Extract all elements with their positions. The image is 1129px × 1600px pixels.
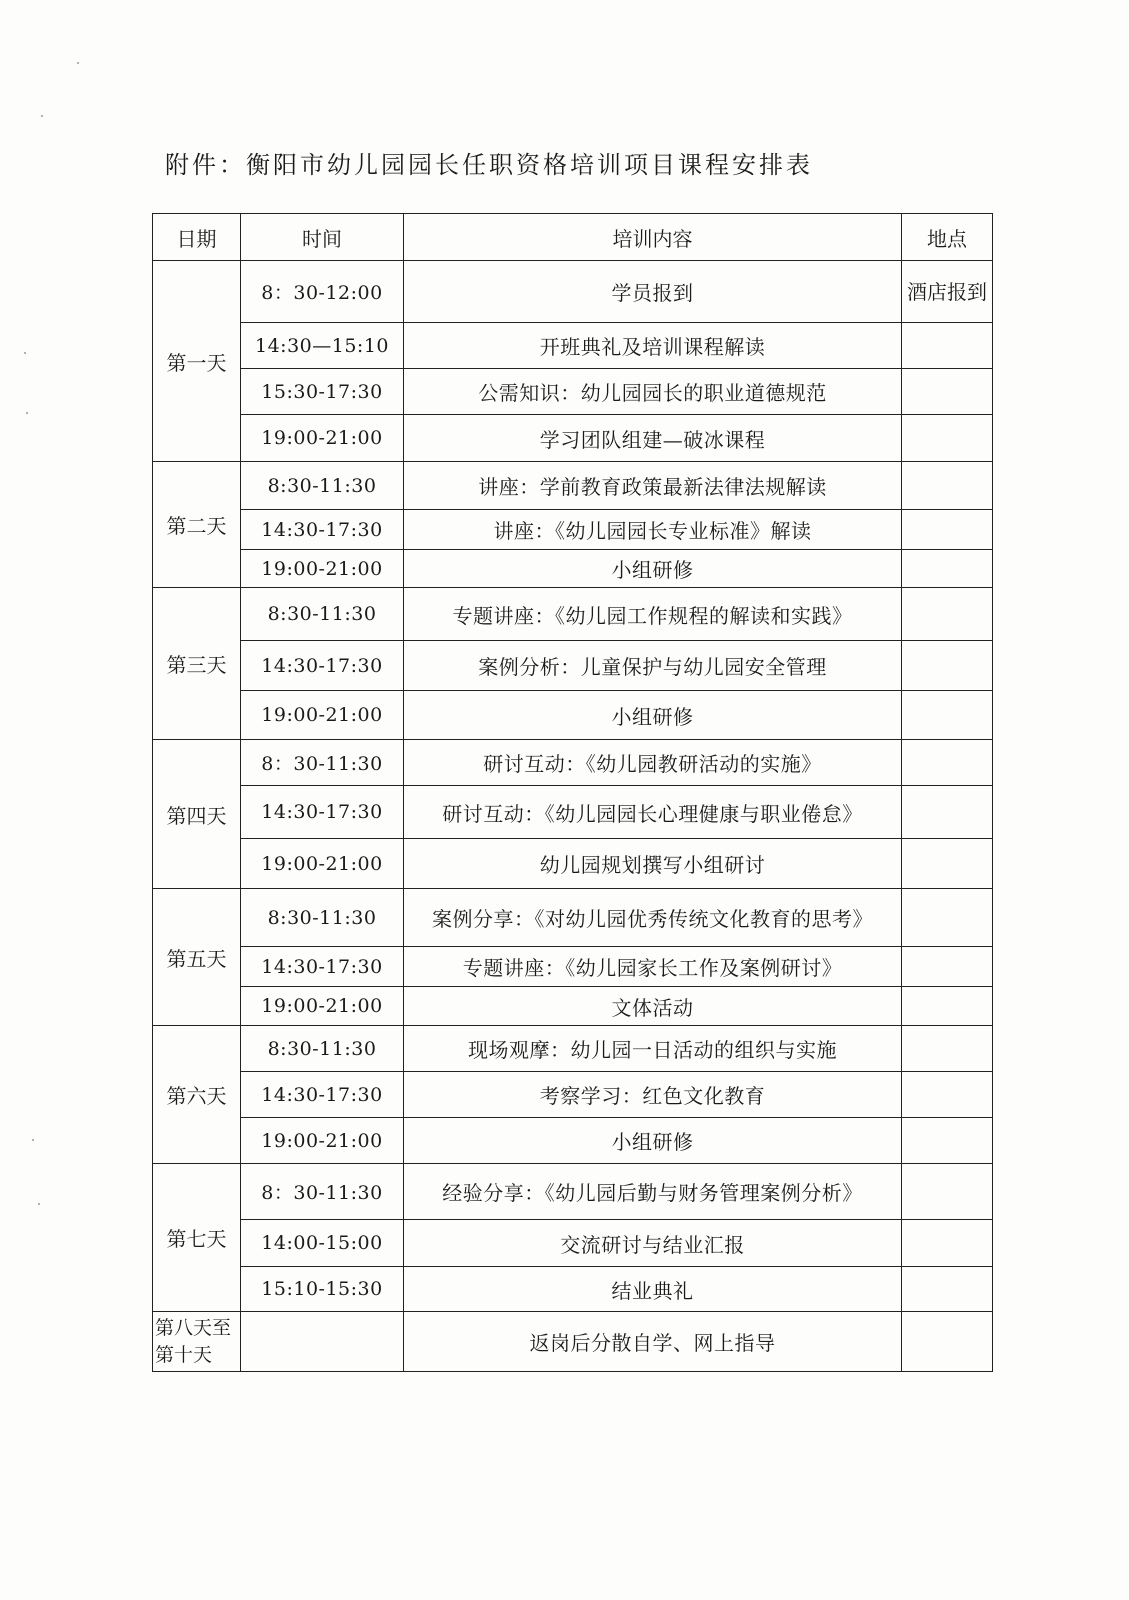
- content-cell: 考察学习：红色文化教育: [404, 1072, 902, 1118]
- place-cell: [902, 889, 993, 947]
- time-cell: 19:00-21:00: [241, 839, 404, 889]
- place-cell: [902, 588, 993, 641]
- content-cell: 开班典礼及培训课程解读: [404, 323, 902, 369]
- time-cell: 8：30-11:30: [241, 1164, 404, 1220]
- place-cell: [902, 415, 993, 462]
- place-cell: [902, 1118, 993, 1164]
- table-row: [153, 987, 993, 1026]
- scan-speck: [24, 352, 26, 354]
- place-cell: [902, 1072, 993, 1118]
- place-cell: [902, 1164, 993, 1220]
- content-cell: 小组研修: [404, 550, 902, 588]
- scan-speck: [77, 62, 79, 64]
- place-cell: [902, 691, 993, 740]
- place-cell: [902, 641, 993, 691]
- time-cell: 8：30-11:30: [241, 740, 404, 786]
- time-cell: 14:30-17:30: [241, 510, 404, 550]
- table-row: [153, 641, 993, 691]
- time-cell: 14:00-15:00: [241, 1220, 404, 1267]
- table-row: [153, 786, 993, 839]
- time-cell: 19:00-21:00: [241, 691, 404, 740]
- table-row: [153, 550, 993, 588]
- table-row: [153, 510, 993, 550]
- table-row: [153, 369, 993, 415]
- time-cell: 15:10-15:30: [241, 1267, 404, 1312]
- time-cell: 8:30-11:30: [241, 588, 404, 641]
- time-cell: 19:00-21:00: [241, 1118, 404, 1164]
- place-cell: [902, 1267, 993, 1312]
- content-cell: 讲座：学前教育政策最新法律法规解读: [404, 462, 902, 510]
- table-row: [153, 588, 993, 641]
- scan-speck: [32, 1139, 34, 1141]
- day-cell: 第八天至第十天: [153, 1312, 241, 1372]
- place-cell: [902, 1026, 993, 1072]
- day-cell: 第四天: [153, 740, 241, 889]
- content-cell: 专题讲座：《幼儿园工作规程的解读和实践》: [404, 588, 902, 641]
- content-cell: 文体活动: [404, 987, 902, 1026]
- time-cell: 19:00-21:00: [241, 550, 404, 588]
- schedule-table: [152, 213, 993, 1372]
- table-row: [153, 1118, 993, 1164]
- place-cell: [902, 1312, 993, 1372]
- scan-speck: [38, 1203, 40, 1205]
- content-cell: 小组研修: [404, 1118, 902, 1164]
- table-row: [153, 1312, 993, 1372]
- table-row: [153, 1164, 993, 1220]
- day-cell: 第一天: [153, 261, 241, 462]
- content-cell: 学习团队组建—破冰课程: [404, 415, 902, 462]
- place-cell: [902, 839, 993, 889]
- table-row: [153, 947, 993, 987]
- content-cell: 公需知识：幼儿园园长的职业道德规范: [404, 369, 902, 415]
- place-cell: [902, 1220, 993, 1267]
- content-cell: 幼儿园规划撰写小组研讨: [404, 839, 902, 889]
- table-row: [153, 323, 993, 369]
- day-cell: 第六天: [153, 1026, 241, 1164]
- content-cell: 讲座：《幼儿园园长专业标准》解读: [404, 510, 902, 550]
- time-cell: [241, 1312, 404, 1372]
- header-date: 日期: [153, 214, 241, 261]
- place-cell: [902, 786, 993, 839]
- table-row: [153, 691, 993, 740]
- content-cell: 结业典礼: [404, 1267, 902, 1312]
- header-row: [153, 214, 993, 261]
- content-cell: 研讨互动：《幼儿园教研活动的实施》: [404, 740, 902, 786]
- content-cell: 案例分享：《对幼儿园优秀传统文化教育的思考》: [404, 889, 902, 947]
- day-cell: 第二天: [153, 462, 241, 588]
- place-cell: [902, 462, 993, 510]
- place-cell: [902, 323, 993, 369]
- time-cell: 14:30-17:30: [241, 947, 404, 987]
- content-cell: 研讨互动：《幼儿园园长心理健康与职业倦怠》: [404, 786, 902, 839]
- content-cell: 案例分析：儿童保护与幼儿园安全管理: [404, 641, 902, 691]
- table-row: [153, 261, 993, 323]
- scan-speck: [26, 412, 28, 414]
- day-cell: 第三天: [153, 588, 241, 740]
- day-cell: 第五天: [153, 889, 241, 1026]
- time-cell: 19:00-21:00: [241, 987, 404, 1026]
- time-cell: 14:30—15:10: [241, 323, 404, 369]
- content-cell: 专题讲座：《幼儿园家长工作及案例研讨》: [404, 947, 902, 987]
- place-cell: [902, 740, 993, 786]
- content-cell: 交流研讨与结业汇报: [404, 1220, 902, 1267]
- table-row: [153, 1026, 993, 1072]
- header-place: 地点: [902, 214, 993, 261]
- place-cell: [902, 369, 993, 415]
- scan-speck: [41, 115, 43, 117]
- header-time: 时间: [241, 214, 404, 261]
- table-row: [153, 1220, 993, 1267]
- time-cell: 14:30-17:30: [241, 786, 404, 839]
- content-cell: 经验分享：《幼儿园后勤与财务管理案例分析》: [404, 1164, 902, 1220]
- place-cell: [902, 510, 993, 550]
- time-cell: 14:30-17:30: [241, 1072, 404, 1118]
- day-cell: 第七天: [153, 1164, 241, 1312]
- time-cell: 14:30-17:30: [241, 641, 404, 691]
- table-row: [153, 889, 993, 947]
- page-title: 附件：衡阳市幼儿园园长任职资格培训项目课程安排表: [165, 151, 813, 179]
- header-content: 培训内容: [404, 214, 902, 261]
- content-cell: 返岗后分散自学、网上指导: [404, 1312, 902, 1372]
- table-row: [153, 415, 993, 462]
- place-cell: [902, 987, 993, 1026]
- time-cell: 8：30-12:00: [241, 261, 404, 323]
- place-cell: [902, 947, 993, 987]
- table-row: [153, 1072, 993, 1118]
- content-cell: 学员报到: [404, 261, 902, 323]
- content-cell: 现场观摩：幼儿园一日活动的组织与实施: [404, 1026, 902, 1072]
- place-cell: [902, 550, 993, 588]
- time-cell: 8:30-11:30: [241, 1026, 404, 1072]
- table-row: [153, 462, 993, 510]
- content-cell: 小组研修: [404, 691, 902, 740]
- table-row: [153, 740, 993, 786]
- time-cell: 19:00-21:00: [241, 415, 404, 462]
- table-row: [153, 839, 993, 889]
- time-cell: 8:30-11:30: [241, 462, 404, 510]
- table-row: [153, 1267, 993, 1312]
- time-cell: 8:30-11:30: [241, 889, 404, 947]
- time-cell: 15:30-17:30: [241, 369, 404, 415]
- place-cell: 酒店报到: [902, 261, 993, 323]
